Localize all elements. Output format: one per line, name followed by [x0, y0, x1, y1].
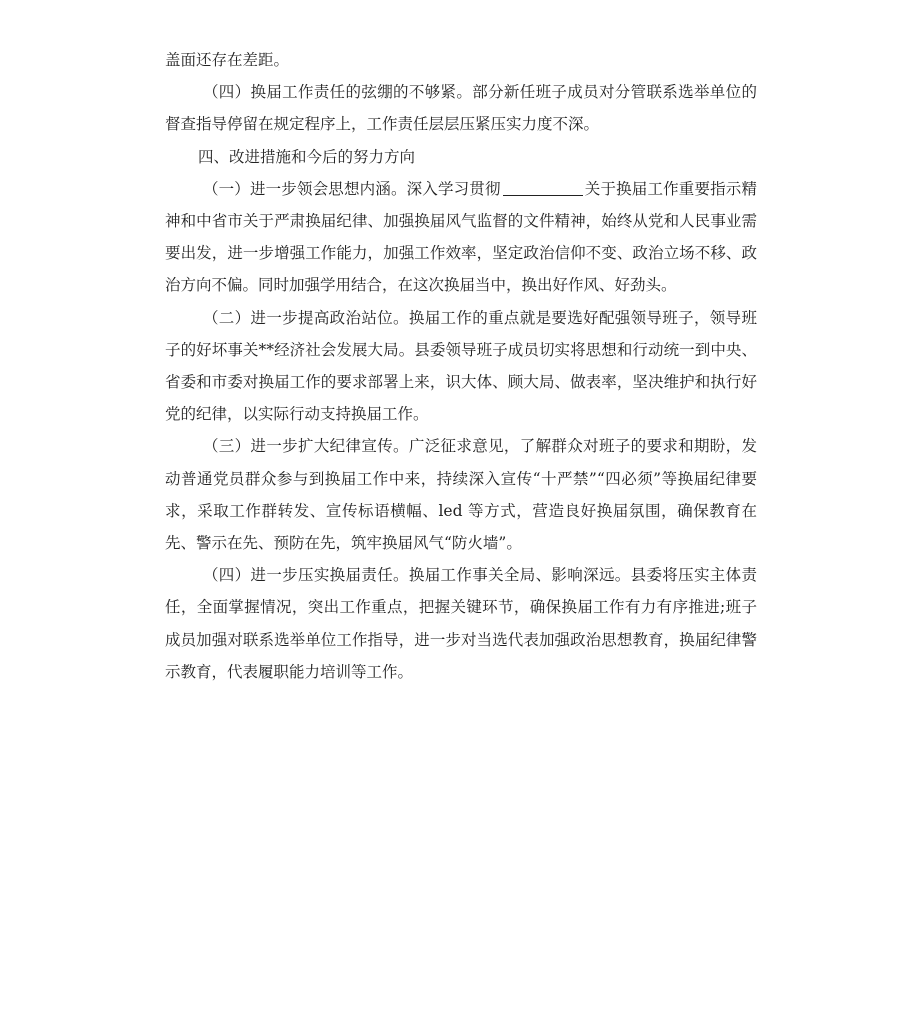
paragraph-measure-4: （四）进一步压实换届责任。换届工作事关全局、影响深远。县委将压实主体责任，全面掌握情况，突出工作重点，把握关键环节，确保换届工作有力有序推进;班子成员加强对联系选举单位工作指导，进一步对当选代表加强政治思想教育，换届纪律警示教育，代表履职能力培训等工作。: [165, 566, 757, 681]
paragraph-measure-1-end: 关于换届工作重要指示精神和中省市关于严肃换届纪律、加强换届风气监督的文件精神，始终从党和人民事业需要出发，进一步增强工作能力，加强工作效率，坚定政治信仰不变、政治立场不移、政治方向不偏。同时加强学用结合，在这次换届当中，换出好作风、好劲头。: [165, 179, 757, 295]
section-heading-4: 四、改进措施和今后的努力方向: [198, 147, 416, 166]
fill-in-blank: [503, 179, 583, 196]
paragraph-measure-1: [165, 173, 757, 302]
paragraph-continuation: 盖面还存在差距。: [165, 51, 290, 69]
paragraph-measure-2: （二）进一步提高政治站位。换届工作的重点就是要选好配强领导班子，领导班子的好坏事关**经济社会发展大局。县委领导班子成员切实将思想和行动统一到中央、省委和市委对换届工作的要求部署上来，识大体、顾大局、做表率，坚决维护和执行好党的纪律，以实际行动支持换届工作。: [165, 308, 757, 424]
paragraph-section-3-4: （四）换届工作责任的弦绷的不够紧。部分新任班子成员对分管联系选举单位的督查指导停留在规定程序上，工作责任层层压紧压实力度不深。: [165, 83, 757, 134]
document-page: [165, 44, 757, 688]
paragraph-measure-1-start: （一）进一步领会思想内涵。深入学习贯彻: [202, 179, 501, 198]
paragraph-measure-3: （三）进一步扩大纪律宣传。广泛征求意见，了解群众对班子的要求和期盼，发动普通党员群众参与到换届工作中来，持续深入宣传“十严禁”“四必须”等换届纪律要求，采取工作群转发、宣传标语横幅、led 等方式，营造良好换届氛围，确保教育在先、警示在先、预防在先，筑牢换届风气“防火墙”。: [165, 437, 757, 553]
